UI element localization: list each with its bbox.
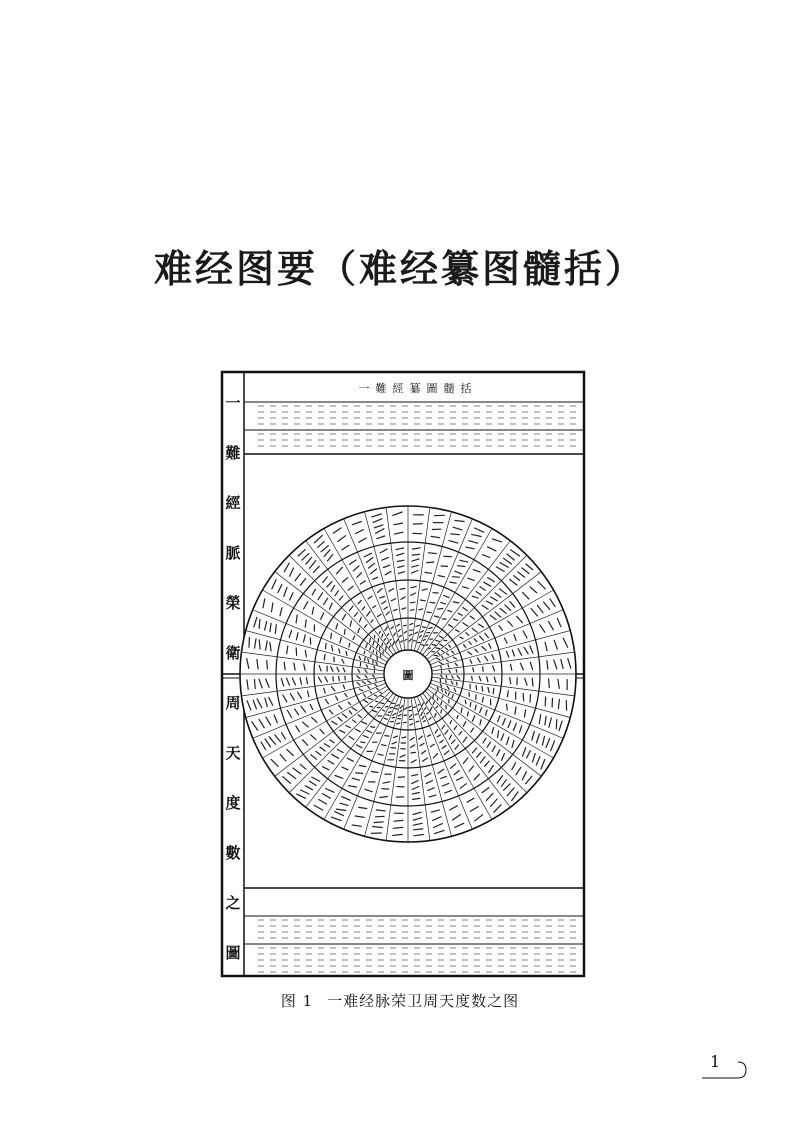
diagram-glyph-stroke <box>356 773 363 774</box>
side-char: 天 <box>225 744 241 762</box>
diagram-glyph-stroke <box>441 710 442 713</box>
side-char: 難 <box>225 444 241 462</box>
diagram-glyph-stroke <box>436 648 440 649</box>
diagram-glyph-stroke <box>421 645 423 646</box>
diagram-glyph-stroke <box>476 685 477 689</box>
diagram-glyph-stroke <box>448 665 449 667</box>
side-char: 數 <box>225 844 241 862</box>
diagram-glyph-stroke <box>398 777 404 778</box>
diagram-glyph-stroke <box>427 612 431 613</box>
caption-text: 一难经脉荣卫周天度数之图 <box>327 992 520 1010</box>
diagram-glyph-stroke <box>339 677 340 681</box>
diagram-glyph-stroke <box>437 659 440 660</box>
diagram-glyph-stroke <box>433 702 434 704</box>
diagram-glyph-stroke <box>441 666 442 668</box>
side-char: 度 <box>225 794 241 812</box>
center-char: 圖 <box>402 669 414 682</box>
diagram-glyph-stroke <box>436 692 437 694</box>
diagram-glyph-stroke <box>442 696 443 698</box>
diagram-glyph-stroke <box>326 643 327 648</box>
diagram-glyph-stroke <box>457 566 464 567</box>
diagram-glyph-stroke <box>370 638 371 642</box>
diagram-glyph-stroke <box>386 699 388 700</box>
side-char: 經 <box>225 494 241 512</box>
diagram-glyph-stroke <box>385 706 387 707</box>
diagram-glyph-stroke <box>418 642 420 643</box>
diagram-glyph-stroke <box>331 633 332 638</box>
diagram-glyph-stroke <box>429 648 431 649</box>
diagram-glyph-stroke <box>446 680 447 682</box>
diagram-glyph-stroke <box>556 720 557 729</box>
page-title: 难经图要（难经纂图髓括） <box>153 247 646 291</box>
page-number: 1 <box>710 1052 721 1071</box>
diagram-glyph-stroke <box>385 736 389 737</box>
diagram-glyph-stroke <box>415 714 417 715</box>
diagram-glyph-stroke <box>438 609 443 610</box>
diagram-glyph-stroke <box>422 627 425 628</box>
diagram-glyph-stroke <box>370 706 373 707</box>
diagram-glyph-stroke <box>382 643 383 646</box>
page-corner-mark <box>700 1058 750 1082</box>
diagram-glyph-stroke <box>380 692 382 693</box>
diagram-glyph-stroke <box>451 534 459 535</box>
diagram-glyph-stroke <box>456 669 457 672</box>
diagram-glyph-stroke <box>377 657 378 660</box>
diagram-glyph-stroke <box>376 680 377 682</box>
diagram-glyph-stroke <box>416 721 419 722</box>
side-char: 周 <box>225 694 241 712</box>
side-char: 衛 <box>225 644 241 662</box>
diagram-glyph-stroke <box>418 704 419 705</box>
diagram-glyph-stroke <box>371 727 375 728</box>
diagram-glyph-stroke <box>386 715 389 716</box>
side-char: 榮 <box>225 594 241 612</box>
side-char: 之 <box>225 894 241 912</box>
diagram-glyph-stroke <box>465 700 466 704</box>
diagram-glyph-stroke <box>472 676 473 680</box>
diagram-glyph-stroke <box>412 554 419 555</box>
diagram-glyph-stroke <box>376 701 378 702</box>
diagram-glyph-stroke <box>259 619 260 628</box>
diagram-glyph-stroke <box>267 661 268 669</box>
diagram-glyph-stroke <box>549 679 550 688</box>
diagram-glyph-stroke <box>482 686 483 691</box>
diagram-glyph-stroke <box>410 610 414 611</box>
diagram-glyph-stroke <box>364 651 365 654</box>
diagram-glyph-stroke <box>414 707 416 708</box>
diagram-glyph-stroke <box>411 752 416 753</box>
diagram-glyph-stroke <box>420 600 425 601</box>
diagram-glyph-stroke <box>532 678 533 686</box>
diagram-glyph-stroke <box>374 822 383 823</box>
caption-label: 图 1 <box>280 992 314 1010</box>
diagram-glyph-stroke <box>376 652 377 655</box>
diagram-glyph-stroke <box>403 722 406 723</box>
diagram-glyph-stroke <box>394 820 403 821</box>
diagram-glyph-stroke <box>452 577 459 578</box>
diagram-glyph-stroke <box>390 707 393 708</box>
diagram-glyph-stroke <box>461 708 462 713</box>
diagram-glyph-stroke <box>404 715 407 716</box>
diagram-glyph-stroke <box>430 602 435 603</box>
diagram-glyph-stroke <box>403 625 406 626</box>
diagram-glyph-stroke <box>411 602 415 603</box>
figure-header: 一難經纂圖髓括 <box>358 382 478 395</box>
diagram-glyph-stroke <box>395 708 398 709</box>
side-char: 脈 <box>225 544 241 562</box>
diagram-glyph-stroke <box>392 717 395 718</box>
diagram-glyph-stroke <box>530 695 531 703</box>
diagram-glyph-stroke <box>493 688 494 693</box>
side-char: 一 <box>225 394 241 412</box>
diagram-glyph-stroke <box>344 629 345 634</box>
figure-image <box>218 368 588 980</box>
diagram-glyph-stroke <box>390 639 391 640</box>
diagram-glyph-stroke <box>255 680 256 689</box>
diagram-glyph-stroke <box>507 704 508 710</box>
diagram-glyph-stroke <box>380 703 384 704</box>
diagram-glyph-stroke <box>427 562 434 563</box>
diagram-glyph-stroke <box>361 742 365 743</box>
diagram-glyph-stroke <box>523 693 524 701</box>
diagram-glyph-stroke <box>365 657 366 660</box>
side-char: 圖 <box>225 944 241 962</box>
diagram-glyph-stroke <box>470 703 471 707</box>
diagram-glyph-stroke <box>446 675 447 677</box>
diagram-glyph-stroke <box>345 676 346 680</box>
diagram-glyph-stroke <box>389 646 390 648</box>
figure-caption <box>0 990 800 1011</box>
